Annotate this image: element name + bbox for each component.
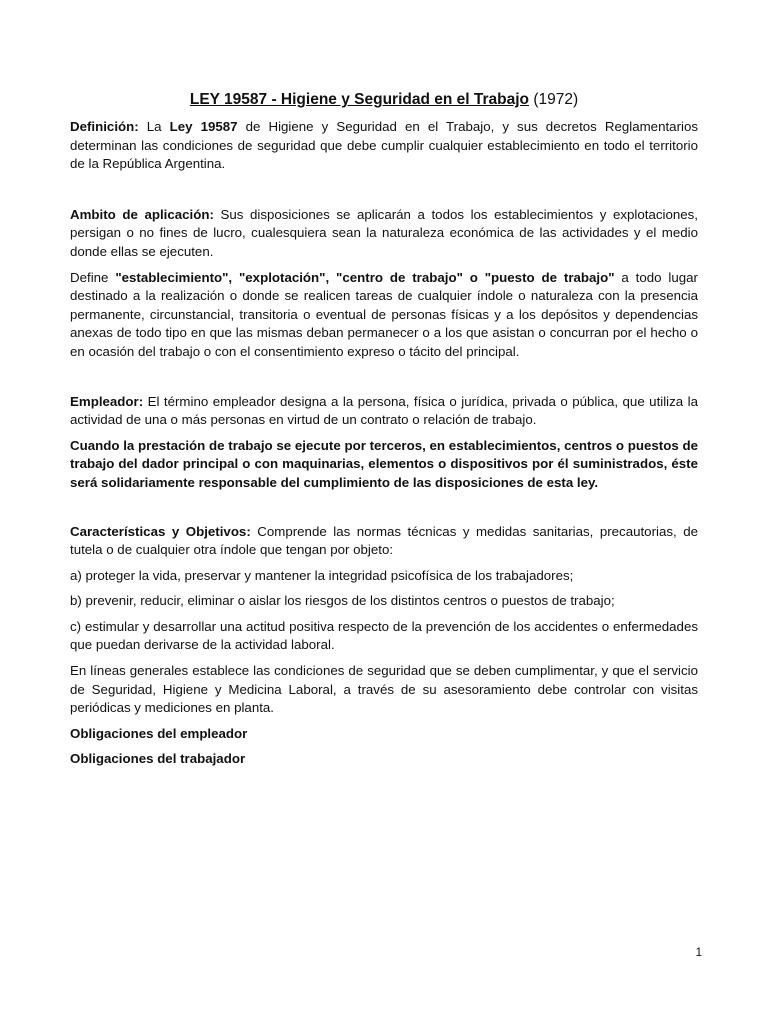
heading-obligaciones-trabajador [70,750,698,769]
paragraph-empleador-bold [70,437,698,493]
heading-obligaciones-empleador [70,725,698,744]
list-item-c: c) estimular y desarrollar una actitud positiva respecto de la prevención de los accidentes o enfermedades que puedan derivarse de la actividad laboral. [70,618,698,653]
definicion-label: Definición: [70,119,139,134]
ambito-label: Ambito de aplicación: [70,206,214,222]
definicion-text-2: de Higiene y Seguridad en el Trabajo, y sus decretos Reglamentarios determinan las condiciones de seguridad que debe cumplir cualquier establecimiento en todo el territorio de la República Argentina. [70,119,698,172]
list-item-b: b) prevenir, reducir, eliminar o aislar los riesgos de los distintos centros o puestos de trabajo; [70,593,615,609]
list-item-a: a) proteger la vida, preservar y mantener la integridad psicofísica de los trabajadores; [70,567,574,583]
definicion-law: Ley 19587 [169,119,238,134]
paragraph-define [70,269,698,362]
title-year: (1972) [533,91,579,108]
paragraph-general: En líneas generales establece las condiciones de seguridad que se deben cumplimentar, y que el servicio de Seguridad, Higiene y Medicina Laboral, a través de su asesoramiento debe controlar con visitas periódicas y mediciones en planta. [70,663,698,716]
ambito-text: Sus disposiciones se aplicarán a todos los establecimientos y explotaciones, persigan o no fines de lucro, cualesquiera sean la naturaleza económica de las actividades y el medio donde ellas se ejecuten. [70,206,698,259]
caracteristicas-text: Comprende las normas técnicas y medidas sanitarias, precautorias, de tutela o de cualquier otra índole que tengan por objeto: [70,523,698,558]
obligaciones-empleador-text: Obligaciones del empleador [70,725,248,741]
paragraph-empleador [70,393,698,430]
define-text-2: a todo lugar destinado a la realización o donde se realicen tareas de cualquier índole o naturaleza con la presencia permanente, circunstancial, transitoria o eventual de personas físicas y a los depósitos y dependencias anexas de todo tipo en que las mismas deban permanecer o a los que asistan o concurran por el hecho o en ocasión del trabajo o con el consentimiento expreso o tácito del principal. [70,269,698,359]
title-main: LEY 19587 - Higiene y Seguridad en el Trabajo [189,91,529,108]
define-text-1: Define [70,269,116,285]
document-title [70,90,698,110]
define-terms: "establecimiento", "explotación", "centro de trabajo" o "puesto de trabajo" [115,269,615,285]
definicion-text-1: La [138,119,170,134]
paragraph-caracteristicas [70,523,698,560]
page-number: 1 [695,947,702,959]
empleador-label: Empleador: [70,393,144,409]
paragraph-ambito [70,206,698,262]
document-body [70,90,698,769]
paragraph-definicion [70,118,698,174]
empleador-bold-text: Cuando la prestación de trabajo se ejecute por terceros, en establecimientos, centros o puestos de trabajo del dador principal o con maquinarias, elementos o dispositivos por él suministrados, éste será solidariamente responsable del cumplimiento de las disposiciones de esta ley. [70,437,698,490]
caracteristicas-label: Características y Objetivos: [70,523,251,539]
empleador-text: El término empleador designa a la persona, física o jurídica, privada o pública, que utiliza la actividad de una o más personas en virtud de un contrato o relación de trabajo. [70,393,698,428]
obligaciones-trabajador-text: Obligaciones del trabajador [70,751,246,767]
